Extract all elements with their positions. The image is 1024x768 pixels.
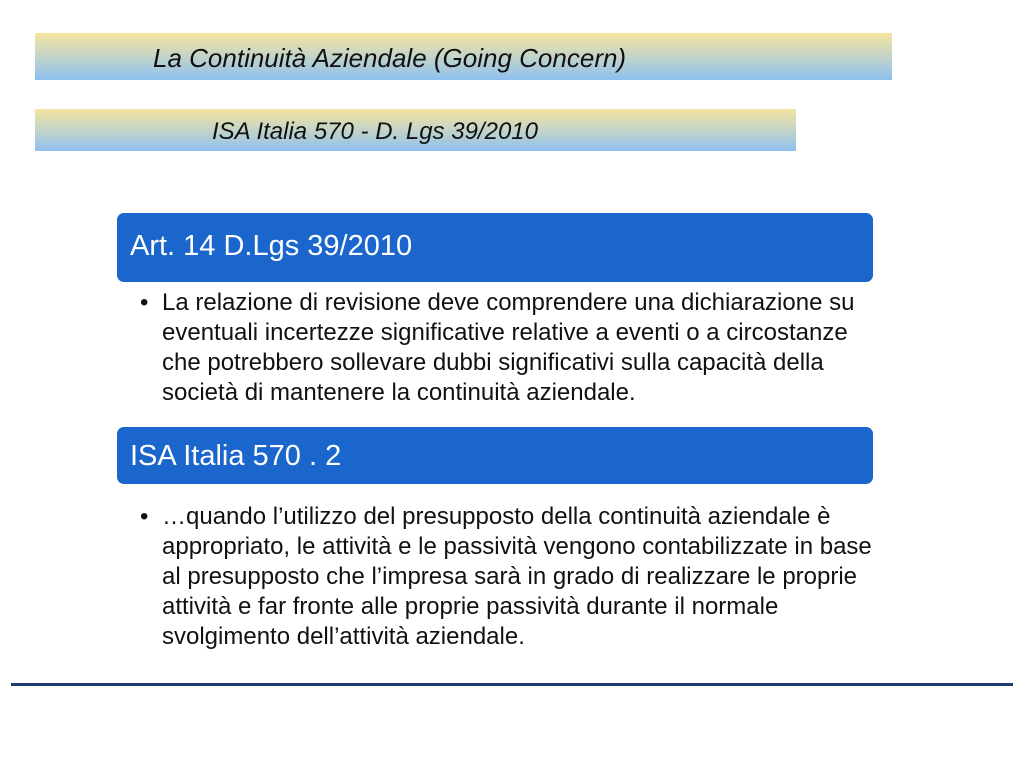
bottom-divider	[11, 683, 1013, 686]
isa-header-box	[117, 427, 873, 484]
isa-bullet-text: …quando l’utilizzo del presupposto della continuità aziendale è appropriato, le attività e le passività vengono contabilizzate in base al presupposto che l’impresa sarà in grado di realizzare le proprie attività e far fronte alle proprie passività durante il normale svolgimento dell’attività aziendale.	[162, 503, 872, 650]
slide-subtitle: ISA Italia 570 - D. Lgs 39/2010	[212, 118, 538, 145]
bullet-dot-icon: •	[140, 289, 149, 316]
bullet-dot-icon: •	[140, 503, 149, 530]
subtitle-banner	[35, 109, 796, 151]
isa-header-text: ISA Italia 570 . 2	[130, 440, 342, 472]
art14-bullet	[140, 288, 880, 408]
art14-bullet-area	[140, 288, 880, 427]
title-banner	[35, 33, 892, 80]
isa-bullet	[140, 502, 880, 652]
slide-title: La Continuità Aziendale (Going Concern)	[153, 43, 627, 73]
art14-bullet-text: La relazione di revisione deve comprendere una dichiarazione su eventuali incertezze significative relative a eventi o a circostanze che potrebbero sollevare dubbi significativi sulla capacità della società di mantenere la continuità aziendale.	[162, 289, 855, 406]
art14-header-text: Art. 14 D.Lgs 39/2010	[130, 230, 413, 262]
art14-header-box	[117, 213, 873, 282]
isa-bullet-area	[140, 502, 880, 688]
